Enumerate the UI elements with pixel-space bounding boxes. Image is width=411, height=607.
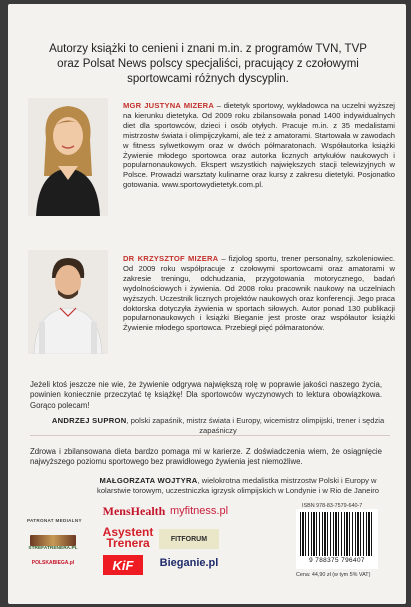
asystent-trenera-logo: [103, 523, 153, 553]
author2-bio: [123, 254, 395, 333]
bieganie-logo: Bieganie.pl: [159, 557, 219, 569]
testimonial-2-role: , wielokrotna medalistka mistrzostw Polski i Europy w kolarstwie torowym, uczestniczka igrzysk olimpijskich w Londynie i w Rio de Janeiro: [97, 476, 379, 495]
polskabiega-logo: POLSKABIEGA.pl: [31, 560, 75, 566]
media-patronage-label: PATRONAT MEDIALNY: [27, 518, 82, 523]
woman-portrait-icon: [28, 98, 108, 216]
author2-name: DR KRZYSZTOF MIZERA: [123, 254, 219, 263]
author2-photo: [28, 250, 108, 354]
testimonial-2: Zdrowa i zbilansowana dieta bardzo pomaga mi w karierze. Z doświadczenia wiem, że osiągnięcie najwyższego poziomu sportowego bez prawidłowego żywienia jest niemożliwe.: [30, 447, 382, 467]
intro-text: Autorzy książki to cenieni i znani m.in. z programów TVN, TVP oraz Polsat News polscy specjaliści, pracujący z czołowymi sportowcami różnych dyscyplin.: [49, 43, 367, 85]
back-cover: [8, 4, 406, 604]
testimonial-1: Jeżeli ktoś jeszcze nie wie, że żywienie odgrywa największą rolę w poprawie jakości naszego życia, powinien koniecznie przeczytać tę książkę! Dla sportowców wyczynowych to lektura obowiązkowa. Gorąco polecam!: [30, 380, 382, 410]
testimonial-2-signature: [88, 476, 388, 496]
trenera-text: Trenera: [106, 536, 150, 550]
strefatrenera-text: STREFATRENERA.PL: [28, 546, 78, 551]
strefatrenera-logo: [27, 532, 79, 554]
barcode-bars-icon: [300, 512, 374, 556]
author1-name: MGR JUSTYNA MIZERA: [123, 101, 215, 110]
divider: [30, 435, 390, 436]
author1-bio: [123, 101, 395, 190]
barcode: [296, 509, 378, 569]
testimonial-1-signature: [38, 416, 398, 436]
price-label: Cena: 44,90 zł (w tym 5% VAT): [296, 572, 371, 578]
asystent-text: Asystent: [102, 525, 154, 539]
testimonial-1-name: ANDRZEJ SUPRON: [51, 416, 127, 425]
author1-photo: [28, 98, 108, 216]
author1-bio-text: – dietetyk sportowy, wykładowca na uczelni wyższej na kierunku dietetyka. Od 2009 roku zbilansowała ponad 1400 indywidualnych diet dla sportowców, dzieci i osób otyłych. Pracuje m.in. z 35 medalistami mistrzostw świata i olimpijczykami, ale też z amatorami. Startowała w zawodach w fitness sylwetkowym oraz w dwóch półmaratonach. Współautorka książki Żywienie młodego sportowca oraz autorka licznych artykułów naukowych i popularnonaukowych. Ekspert wszystkich największych stacji telewizyjnych w Polsce. Prowadzi warsztaty kulinarne oraz kursy z zakresu dietetyki. Posjonatko gotowania. www.sportowydietetyk.com.pl.: [123, 101, 395, 190]
isbn-label: ISBN 978-83-7579-640-7: [302, 503, 363, 509]
strefatrenera-graphic-icon: [30, 535, 76, 546]
man-portrait-icon: [28, 250, 108, 354]
menshealth-logo: MensHealth: [102, 503, 166, 518]
fitforum-logo: FITFORUM: [159, 529, 219, 549]
myfitness-logo: myfitness.pl: [169, 505, 229, 517]
barcode-number: 9 788375 796407: [309, 557, 365, 564]
testimonial-2-name: MAŁGORZATA WOJTYRA: [99, 476, 198, 485]
author2-bio-text: – fizjolog sportu, trener personalny, szkoleniowiec. Od 2009 roku współpracuje z czołowymi sportowcami oraz amatorami w zakresie treningu, odchudzania, przygotowania motorycznego, badań wydolnościowych i żywienia. Od 2008 roku pracownik naukowy na uczelniach wyższych. Uczestnik licznych projektów naukowych oraz konferencji. Jego praca doktorska dotyczyła żywienia w sportach siłowych. Autor ponad 130 publikacji popularnonaukowych i książki Bieganie jest proste oraz współautor książki Żywienie młodego sportowca. Przebiegł pięć półmaratonów.: [123, 254, 395, 333]
testimonial-1-role: , polski zapaśnik, mistrz świata i Europy, wicemistrz olimpijski, trener i sędzia zapaśniczy: [126, 416, 385, 435]
kif-logo: KiF: [103, 555, 143, 575]
